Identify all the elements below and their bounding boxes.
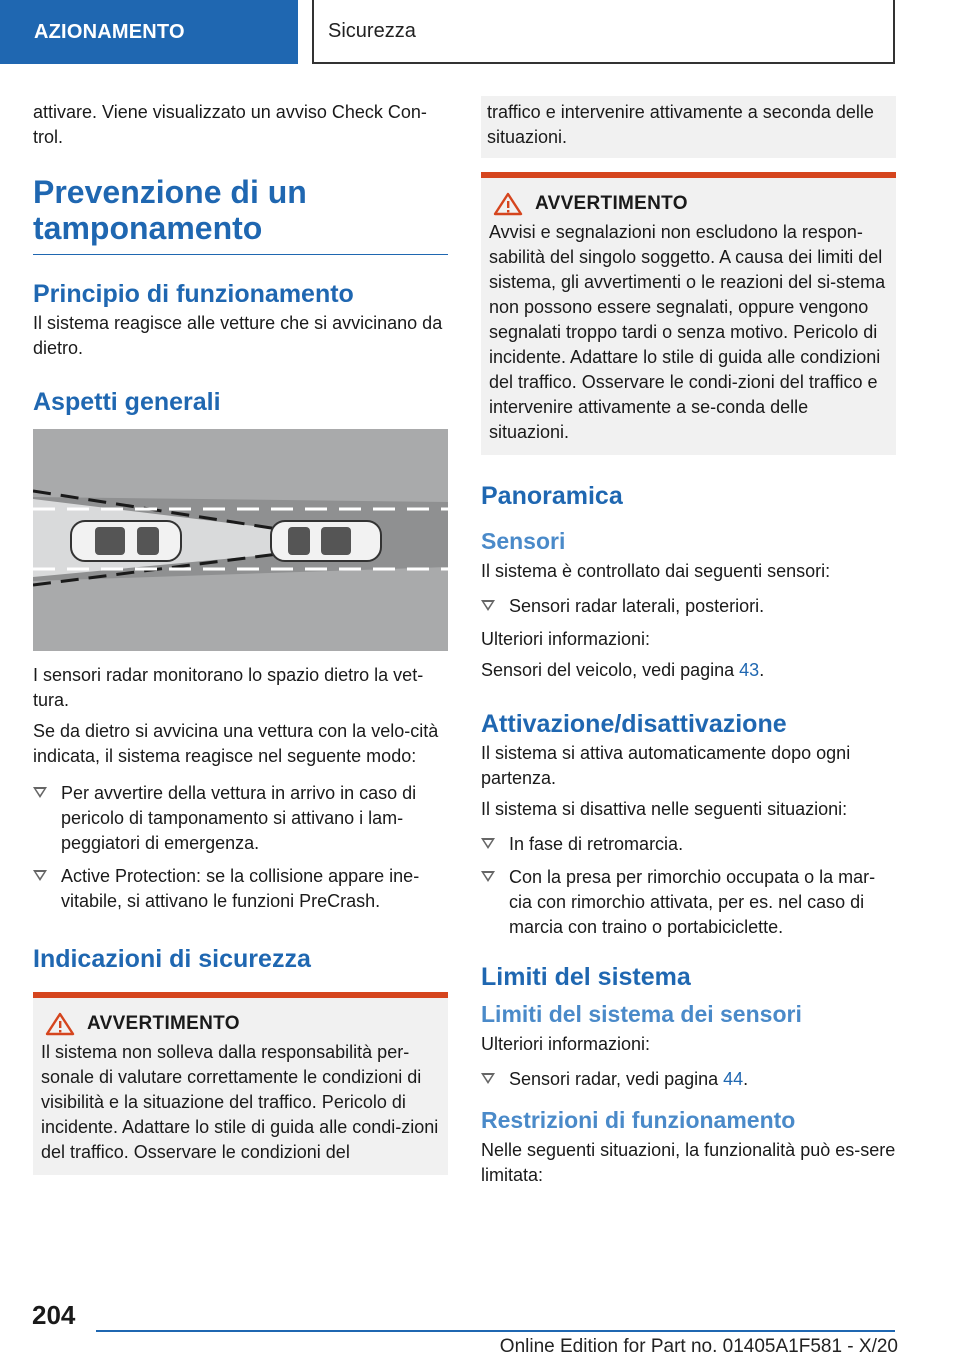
restrictions-heading: Restrizioni di funzionamento [481,1107,796,1133]
limits-heading: Limiti del sistema [481,963,691,991]
more-info-label: Ulteriori informazioni: [481,629,651,649]
triangle-bullet-icon [481,600,495,611]
page-number: 204 [32,1300,76,1330]
sensor-limits-heading: Limiti del sistema dei sensori [481,1001,802,1027]
left-column [33,100,448,1175]
deactivation-list [481,832,896,940]
sensors-list [481,594,896,619]
warning-continuation [481,96,896,158]
more-info-label: Ulteriori informazioni: [481,1034,651,1054]
activation-text: Il sistema si attiva automaticamente dopo ogni partenza. [481,743,851,788]
triangle-bullet-icon [481,1073,495,1084]
continuation-text: traffico e intervenire attivamente a seconda delle situazioni. [487,102,874,147]
chapter-tab [312,0,895,64]
list-item: Per avvertire della vettura in arrivo in caso di pericolo di tamponamento si attivano i lam-peggiatori di emergenza. [33,781,448,856]
warning-box [481,172,896,455]
general-text-2: Se da dietro si avvicina una vettura con la velo-cità indicata, il sistema reagisce nel seguente modo: [33,721,439,766]
triangle-bullet-icon [481,838,495,849]
list-item: Sensori radar, vedi pagina 44. [481,1067,896,1092]
list-item: In fase di retromarcia. [481,832,896,857]
deactivation-text: Il sistema si disattiva nelle seguenti situazioni: [481,799,848,819]
rear-radar-diagram [33,429,448,651]
sensors-heading: Sensori [481,528,566,554]
warning-triangle-icon [45,1012,75,1036]
restrictions-text: Nelle seguenti situazioni, la funzionalità può es-sere limitata: [481,1140,896,1185]
page-title: Prevenzione di un tamponamento [33,174,448,255]
edition-note: Online Edition for Part no. 01405A1F581 - X/20 [499,1336,898,1357]
section-tab [0,0,298,64]
sensors-text: Il sistema è controllato dai seguenti sensori: [481,561,831,581]
warning-box [33,992,448,1175]
warning-title: AVVERTIMENTO [535,193,688,214]
safety-heading: Indicazioni di sicurezza [33,945,311,973]
overview-heading: Panoramica [481,482,623,510]
sensor-reference: Sensori del veicolo, vedi pagina 43. [481,660,765,680]
warning-triangle-icon [493,192,523,216]
triangle-bullet-icon [33,787,47,798]
activation-heading: Attivazione/disattivazione [481,710,787,738]
own-car-icon [271,521,381,561]
chapter-title: Sicurezza [328,19,416,42]
list-item: Active Protection: se la collisione appare ine-vitabile, si attivano le funzioni PreCrash. [33,864,448,914]
reaction-list [33,781,448,914]
warning-text: Il sistema non solleva dalla responsabilità per-sonale di valutare correttamente le condizioni di visibilità e la situazione del traffico. Pericolo di incidente. Adattare lo stile di guida alle condi-zioni del traffico. Osservare le condizioni del [41,1042,439,1162]
right-column [481,100,896,1194]
page-link-44[interactable]: 44 [723,1069,744,1089]
section-title: AZIONAMENTO [34,20,185,43]
list-item: Con la presa per rimorchio occupata o la mar-cia con rimorchio attivata, per es. nel caso di marcia con traino o portabiciclette. [481,865,896,940]
intro-text: attivare. Viene visualizzato un avviso Check Con-trol. [33,102,427,147]
radar-list [481,1067,896,1092]
warning-title: AVVERTIMENTO [87,1013,240,1034]
principle-text: Il sistema reagisce alle vetture che si avvicinano da dietro. [33,313,443,358]
general-text-1: I sensori radar monitorano lo spazio dietro la vet-tura. [33,665,424,710]
list-item: Sensori radar laterali, posteriori. [481,594,896,619]
radar-illustration [33,429,448,651]
triangle-bullet-icon [481,871,495,882]
triangle-bullet-icon [33,870,47,881]
general-heading: Aspetti generali [33,388,221,416]
page-link-43[interactable]: 43 [739,660,760,680]
footer-rule [96,1330,895,1332]
approaching-car-icon [71,521,181,561]
principle-heading: Principio di funzionamento [33,280,354,308]
warning-text: Avvisi e segnalazioni non escludono la respon-sabilità del singolo soggetto. A causa dei limiti del sistema, gli avvertimenti o le reazioni del si-stema non possono essere segnalati, oppure vengono segnalati troppo tardi o senza motivo. Pericolo di incidente. Adattare lo stile di guida alle condizioni del traffico. Osservare le condi-zioni del traffico e intervenire attivamente a se-conda delle situazioni. [489,222,886,442]
